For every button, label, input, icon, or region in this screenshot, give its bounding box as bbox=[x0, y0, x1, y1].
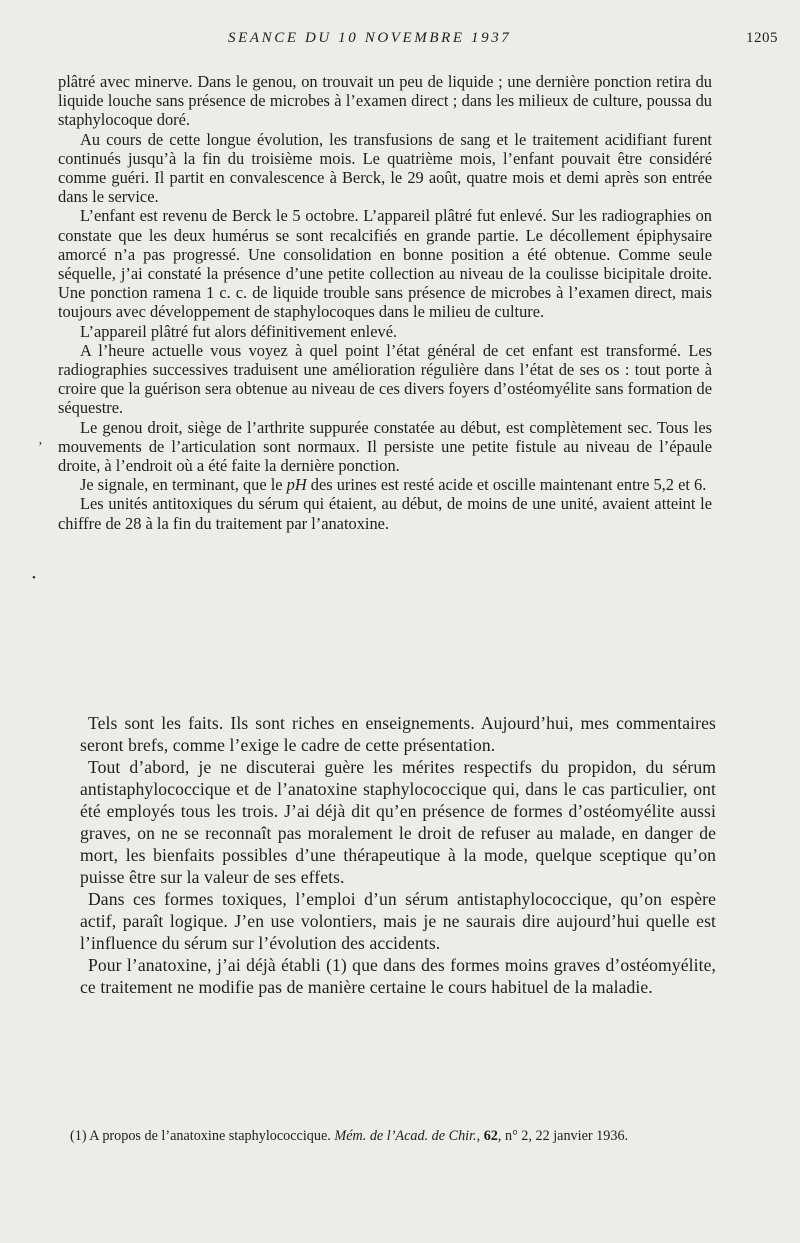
ph-term: pH bbox=[286, 475, 307, 495]
paragraph-evolution: Au cours de cette longue évolution, les transfusions de sang et le traitement acidifiant furent continués jusqu’à la fin du troisième mois. Le quatrième mois, l’enfant pouvait être considéré comme guéri. Il partit en convalescence à Berck, le 29 août, quatre mois et demi après son entrée dans le service. bbox=[58, 129, 712, 207]
paragraph-current-state: A l’heure actuelle vous voyez à quel point l’état général de cet enfant est transformé. Les radiographies successives traduisent une amélioration régulière dans l’état de ses os : tout porte à croire que la guérison sera obtenue au niveau de ces divers foyers d’ostéomyélite sans formation de séquestre. bbox=[58, 340, 712, 418]
case-report-text bbox=[58, 72, 712, 533]
running-title: SEANCE DU 10 NOVEMBRE 1937 bbox=[228, 30, 512, 46]
footnote bbox=[48, 1128, 716, 1146]
paragraph-continued: plâtré avec minerve. Dans le genou, on trouvait un peu de liquide ; une dernière ponction retira du liquide louche sans présence de microbes à l’examen direct ; dans les milieux de culture, poussa du staphylocoque doré. bbox=[58, 72, 712, 130]
paragraph-ph bbox=[58, 475, 712, 494]
paragraph-antitoxic-units: Les unités antitoxiques du sérum qui étaient, au début, de moins de une unité, avaient atteint le chiffre de 28 à la fin du traitement par l’anatoxine. bbox=[58, 494, 712, 533]
page-header bbox=[0, 30, 800, 54]
ph-text-before: Je signale, en terminant, que le bbox=[80, 475, 287, 495]
footnote-text bbox=[48, 1128, 716, 1146]
footnote-volume: 62 bbox=[483, 1128, 498, 1144]
paragraph-facts: Tels sont les faits. Ils sont riches en enseignements. Aujourd’hui, mes commentaires seront brefs, comme l’exige le cadre de cette présentation. bbox=[80, 713, 716, 755]
footnote-prefix: (1) A propos de l’anatoxine staphylococcique. bbox=[70, 1128, 335, 1144]
paragraph-return-from-berck: L’enfant est revenu de Berck le 5 octobre. L’appareil plâtré fut enlevé. Sur les radiographies on constate que les deux humérus se sont recalcifiés en grande partie. Le décollement épiphysaire amorcé n’a pas progressé. Une consolidation en bonne position a été obtenue. Comme seule séquelle, j’ai constaté la présence d’une petite collection au niveau de la coulisse bicipitale droite. Une ponction ramena 1 c. c. de liquide trouble sans présence de microbes à l’examen direct, mais toujours avec développement de staphylocoques dans le milieu de culture. bbox=[58, 206, 712, 322]
paragraph-anatoxine: Pour l’anatoxine, j’ai déjà établi (1) que dans des formes moins graves d’ostéomyélite, ce traitement ne modifie pas de manière certaine le cours habituel de la maladie. bbox=[80, 955, 716, 997]
footnote-suffix: , n° 2, 22 janvier 1936. bbox=[497, 1128, 629, 1144]
commentary-text bbox=[80, 712, 716, 998]
paragraph-toxic-forms: Dans ces formes toxiques, l’emploi d’un sérum antistaphylococcique, qu’on espère actif, paraît logique. J’en use volontiers, mais je ne saurais dire aujourd’hui quelle est l’influence du sérum sur l’évolution des accidents. bbox=[80, 889, 716, 953]
margin-dot: • bbox=[32, 572, 36, 584]
paragraph-right-knee: Le genou droit, siège de l’arthrite suppurée constatée au début, est complètement sec. Tous les mouvements de l’articulation sont normaux. Il persiste une petite fistule au niveau de l’épaule droite, à l’endroit où a été faite la dernière ponction. bbox=[58, 417, 712, 476]
page-number: 1205 bbox=[746, 30, 778, 46]
footnote-separator: , bbox=[476, 1128, 484, 1144]
ph-text-after: des urines est resté acide et oscille maintenant entre 5,2 et 6. bbox=[306, 475, 707, 495]
paragraph-treatments: Tout d’abord, je ne discuterai guère les mérites respectifs du propidon, du sérum antistaphylococcique et de l’anatoxine staphylococcique qui, dans le cas particulier, ont été employés tous les trois. J’ai déjà dit qu’en présence de formes d’ostéomyélite aussi graves, on ne se reconnaît pas moralement le droit de refuser au malade, en danger de mort, les bienfaits possibles d’une thérapeutique à la mode, quelque sceptique qu’on puisse être sur la valeur de ses effets. bbox=[80, 757, 716, 887]
footnote-journal: Mém. de l’Acad. de Chir. bbox=[334, 1128, 477, 1144]
margin-mark: ’ bbox=[38, 440, 43, 455]
paragraph-plaster-removed: L’appareil plâtré fut alors définitivement enlevé. bbox=[80, 321, 398, 341]
